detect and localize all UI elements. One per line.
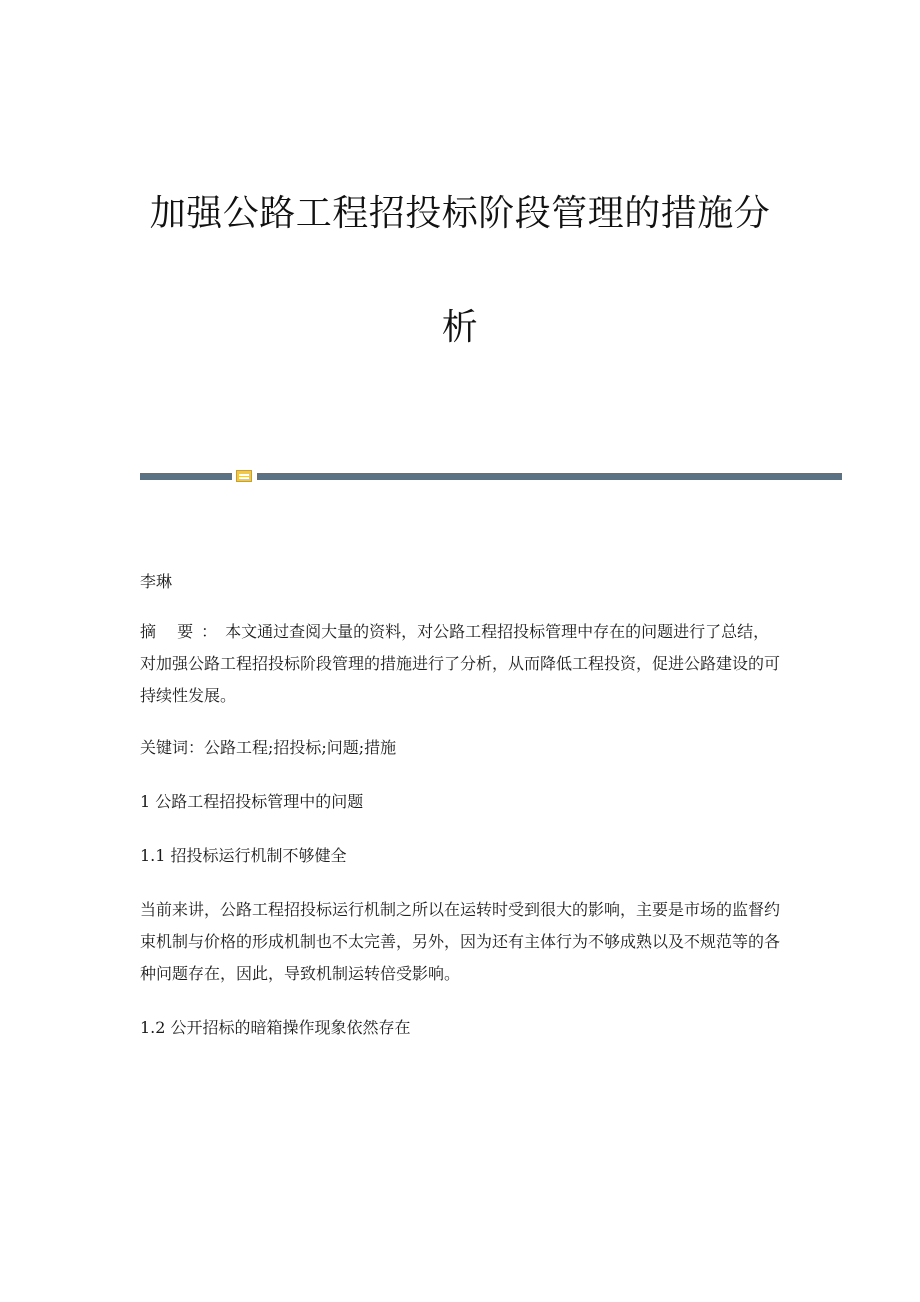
title-line-2: 析 (441, 307, 479, 348)
paragraph-1-1: 当前来讲，公路工程招投标运行机制之所以在运转时受到很大的影响，主要是市场的监督约束机制与价格的形成机制也不太完善，另外，因为还有主体行为不够成熟以及不规范等的各种问题存在，因此，导致机制运转倍受影响。 (140, 900, 781, 983)
title-line-1: 加强公路工程招投标阶段管理的措施分 (149, 193, 771, 234)
title-divider (140, 470, 842, 480)
subsection-heading-1-1: 1.1 招投标运行机制不够健全 (140, 846, 347, 865)
abstract-text: 本文通过查阅大量的资料，对公路工程招投标管理中存在的问题进行了总结，对加强公路工程招投标阶段管理的措施进行了分析，从而降低工程投资，促进公路建设的可持续性发展。 (140, 622, 781, 705)
divider-bar-right (257, 473, 842, 480)
envelope-icon (236, 470, 252, 482)
subsection-heading-1-2: 1.2 公开招标的暗箱操作现象依然存在 (140, 1018, 411, 1037)
abstract (140, 616, 780, 712)
divider-bar-left (140, 473, 232, 480)
keywords: 关键词：公路工程;招投标;问题;措施 (140, 738, 397, 757)
section-heading-1: 1 公路工程招投标管理中的问题 (140, 792, 364, 811)
document-body (140, 566, 780, 1066)
abstract-label: 摘 要： (140, 622, 226, 641)
document-title (140, 186, 780, 356)
author-name: 李琳 (140, 572, 173, 591)
